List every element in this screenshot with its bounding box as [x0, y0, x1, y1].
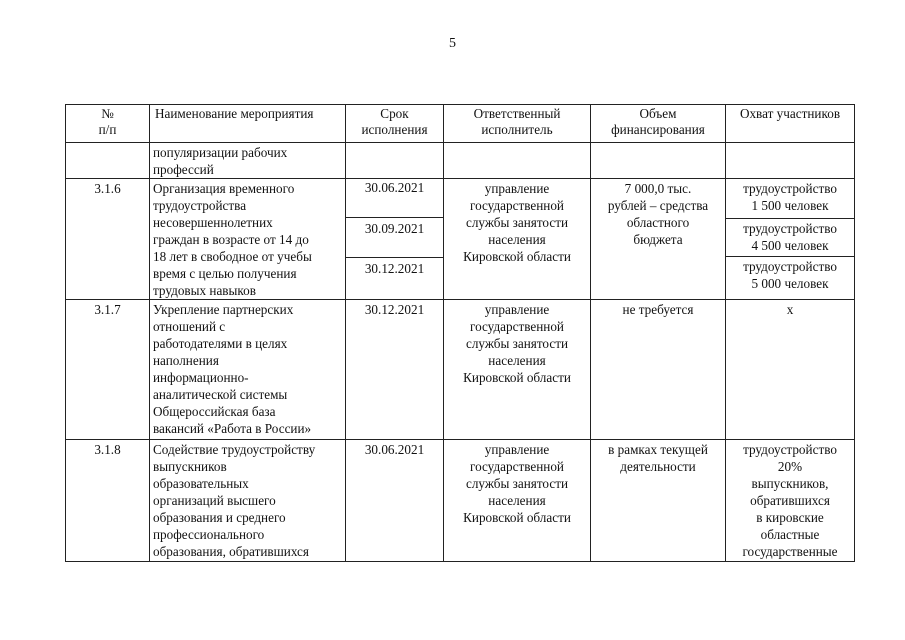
responsible-cell: управление государственной службы занятости населения Кировской области — [444, 300, 591, 440]
page-number: 5 — [449, 36, 456, 51]
header-funding: Объем финансирования — [591, 105, 726, 143]
coverage-cell: трудоустройство 20% выпускников, обратившихся в кировские областные государственные — [726, 440, 855, 562]
funding-cell: 7 000,0 тыс. рублей – средства областного бюджета — [591, 179, 726, 300]
coverage-value: трудоустройство 5 000 человек — [743, 259, 837, 291]
funding-cell: в рамках текущей деятельности — [591, 440, 726, 562]
coverage-cell: х — [726, 300, 855, 440]
row-number: 3.1.6 — [66, 179, 150, 300]
measures-table — [65, 104, 855, 562]
header-name: Наименование мероприятия — [150, 105, 346, 143]
row-name: популяризации рабочих профессий — [150, 143, 346, 179]
table-row — [66, 143, 855, 179]
deadline-value: 30.12.2021 — [364, 261, 425, 276]
row-name: Укрепление партнерских отношений с работодателями в целях наполнения информационно- аналитической системы Общероссийская база вакансий «Работа в России» — [150, 300, 346, 440]
deadline-cell: 30.06.2021 — [346, 440, 444, 562]
table-row — [66, 440, 855, 562]
row-number: 3.1.8 — [66, 440, 150, 562]
responsible-cell: управление государственной службы занятости населения Кировской области — [444, 179, 591, 300]
row-name: Организация временного трудоустройства несовершеннолетних граждан в возрасте от 14 до 18 лет в свободное от учебы время с целью получения трудовых навыков — [150, 179, 346, 300]
table-row — [66, 300, 855, 440]
coverage-value: трудоустройство 1 500 человек — [726, 179, 854, 219]
header-deadline: Срок исполнения — [346, 105, 444, 143]
header-responsible: Ответственный исполнитель — [444, 105, 591, 143]
deadline-value: 30.09.2021 — [346, 218, 443, 258]
deadline-cell: 30.12.2021 — [346, 300, 444, 440]
row-name: Содействие трудоустройству выпускников образовательных организаций высшего образования и среднего профессионального образования, обратившихся — [150, 440, 346, 562]
deadline-value: 30.06.2021 — [346, 179, 443, 218]
funding-cell: не требуется — [591, 300, 726, 440]
coverage-cell — [726, 179, 855, 300]
header-coverage: Охват участников — [726, 105, 855, 143]
header-num: № п/п — [66, 105, 150, 143]
responsible-cell: управление государственной службы занятости населения Кировской области — [444, 440, 591, 562]
row-number: 3.1.7 — [66, 300, 150, 440]
deadline-cell — [346, 179, 444, 300]
coverage-value: трудоустройство 4 500 человек — [726, 219, 854, 257]
table-row — [66, 179, 855, 300]
table-header-row — [66, 105, 855, 143]
